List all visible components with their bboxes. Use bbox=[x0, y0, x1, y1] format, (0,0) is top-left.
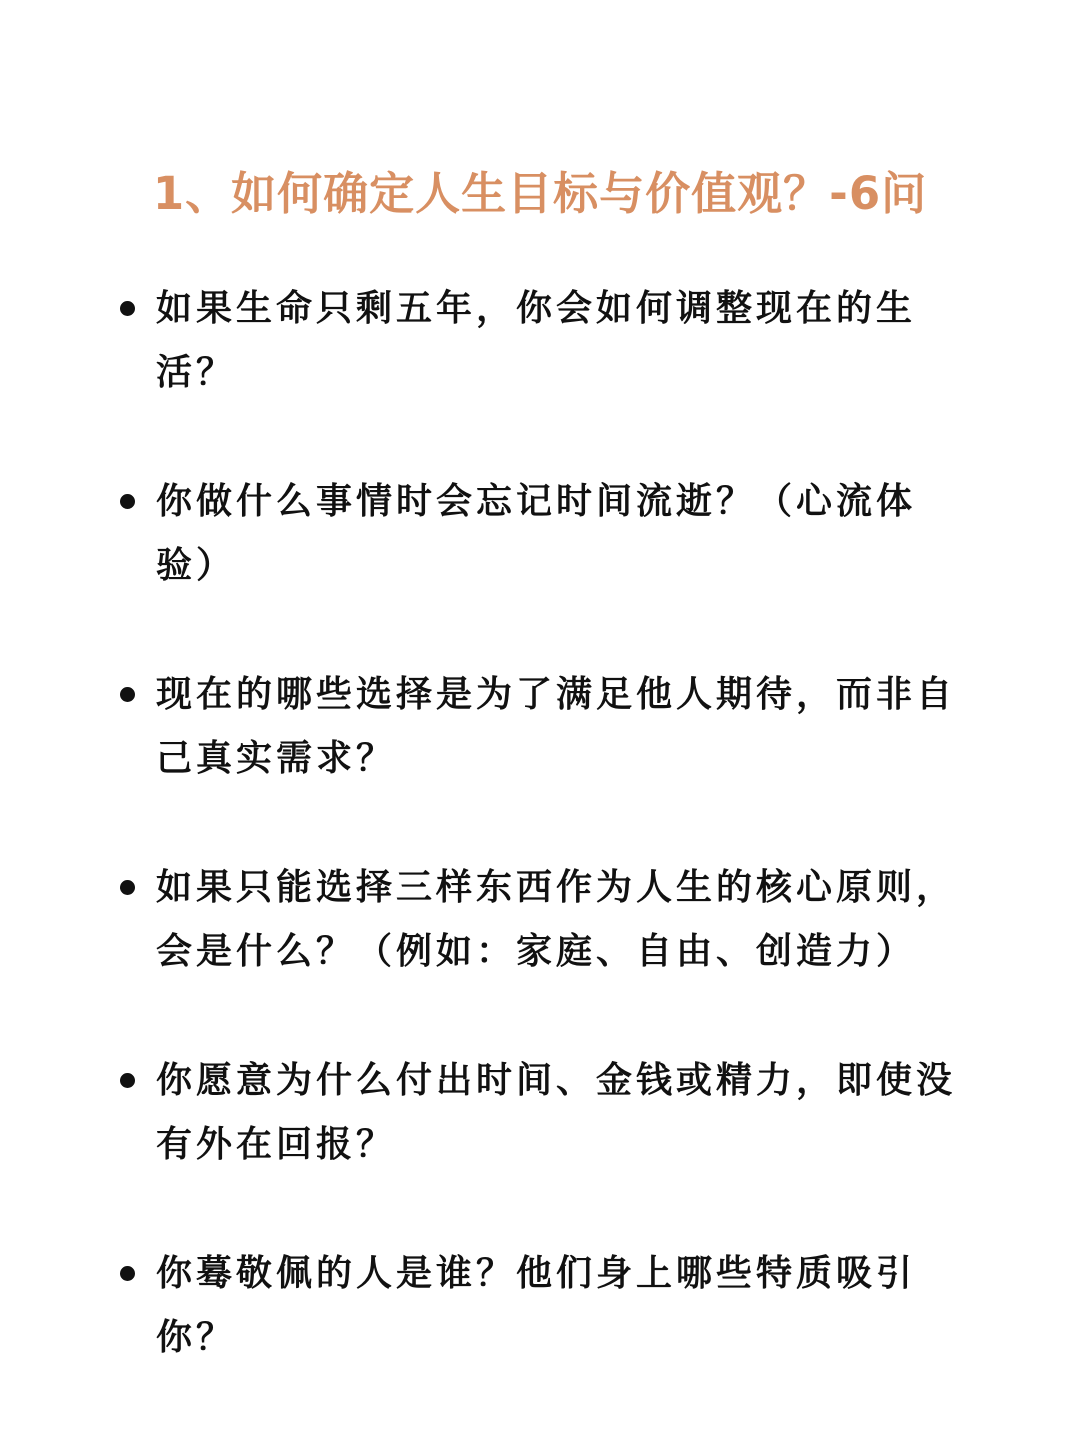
question-text-2: 你做什么事情时会忘记时间流逝？（心流体验） bbox=[156, 481, 917, 586]
bullet-dot-icon bbox=[120, 1266, 135, 1281]
question-item-5 bbox=[118, 1049, 978, 1179]
question-item-4 bbox=[118, 856, 978, 986]
bullet-dot-icon bbox=[120, 687, 135, 702]
question-text-6: 你蓦敬佩的人是谁？他们身上哪些特质吸引你？ bbox=[156, 1253, 917, 1358]
question-item-3 bbox=[118, 663, 978, 793]
question-item-1 bbox=[118, 277, 978, 407]
bullet-dot-icon bbox=[120, 301, 135, 316]
bullet-dot-icon bbox=[120, 494, 135, 509]
question-item-6 bbox=[118, 1242, 978, 1372]
bullet-dot-icon bbox=[120, 880, 135, 895]
page-title: 1、如何确定人生目标与价值观？-6问 bbox=[152, 167, 928, 221]
bullet-dot-icon bbox=[120, 1073, 135, 1088]
question-text-4: 如果只能选择三样东西作为人生的核心原则，会是什么？（例如：家庭、自由、创造力） bbox=[156, 867, 957, 972]
question-text-1: 如果生命只剩五年，你会如何调整现在的生活？ bbox=[156, 288, 917, 393]
question-text-3: 现在的哪些选择是为了满足他人期待，而非自己真实需求？ bbox=[156, 674, 957, 779]
question-text-5: 你愿意为什么付出时间、金钱或精力，即使没有外在回报？ bbox=[156, 1060, 957, 1165]
question-item-2 bbox=[118, 470, 978, 600]
